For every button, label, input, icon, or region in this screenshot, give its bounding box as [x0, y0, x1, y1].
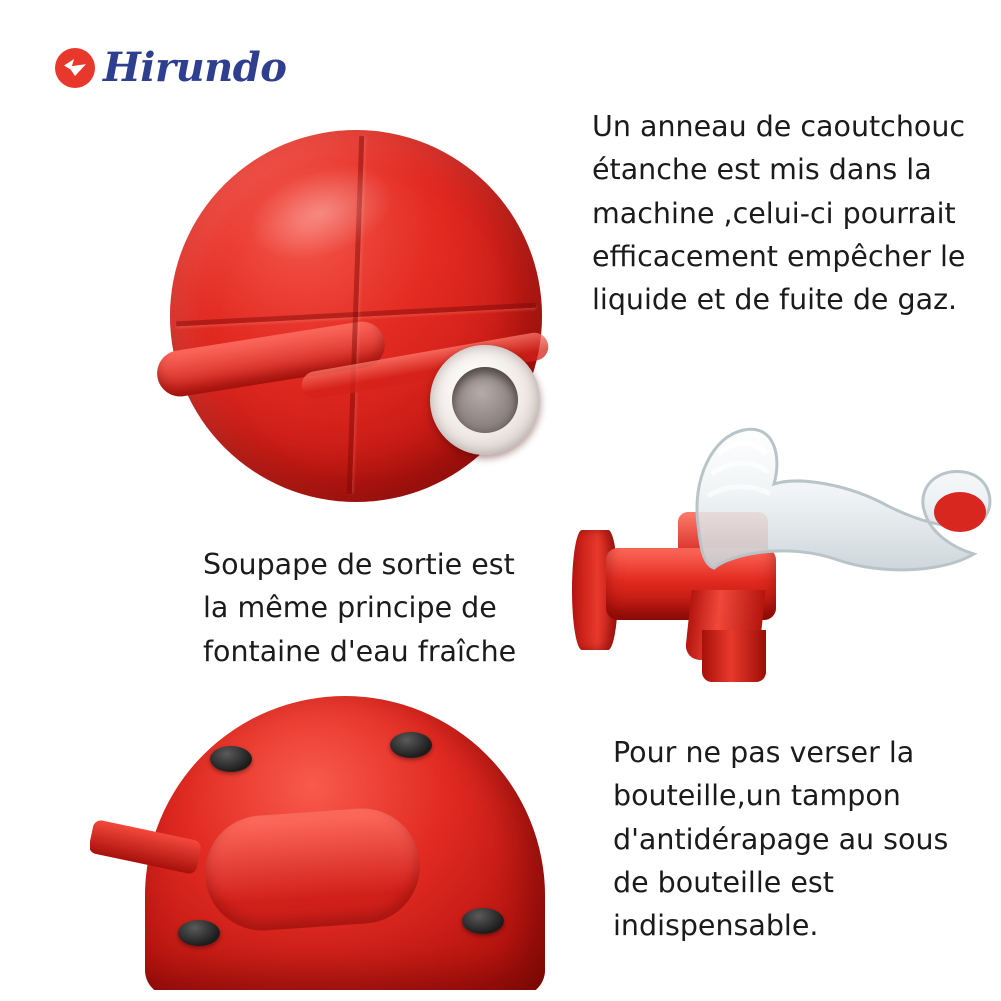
photo-spigot-tap [560, 380, 1001, 690]
base-tab [201, 805, 423, 935]
photo-bottle-cap [150, 120, 560, 520]
caption-anti-slip-pad: Pour ne pas verser la bouteille,un tampon d'antidérapage au sous de bouteille est indispensable. [613, 736, 949, 943]
cap-opening [452, 367, 518, 433]
white-sealing-ring [430, 345, 540, 455]
tap-clear-lever [678, 414, 998, 604]
caption-outlet-valve: Soupape de sortie est la même principe de fontaine d'eau fraîche [203, 548, 517, 668]
anti-slip-pad [462, 908, 504, 934]
photo-bottle-base [90, 690, 560, 990]
caption-sealing-ring: Un anneau de caoutchouc étanche est mis dans la machine ,celui-ci pourrait efficacement empêcher le liquide et de fuite de gaz. [592, 110, 966, 317]
brand-logo [55, 44, 287, 91]
anti-slip-pad [210, 746, 252, 772]
swallow-bird-icon [55, 48, 95, 88]
anti-slip-pad [178, 920, 220, 946]
tap-spout [702, 630, 766, 682]
brand-name: Hirundo [103, 44, 287, 91]
anti-slip-pad [390, 732, 432, 758]
